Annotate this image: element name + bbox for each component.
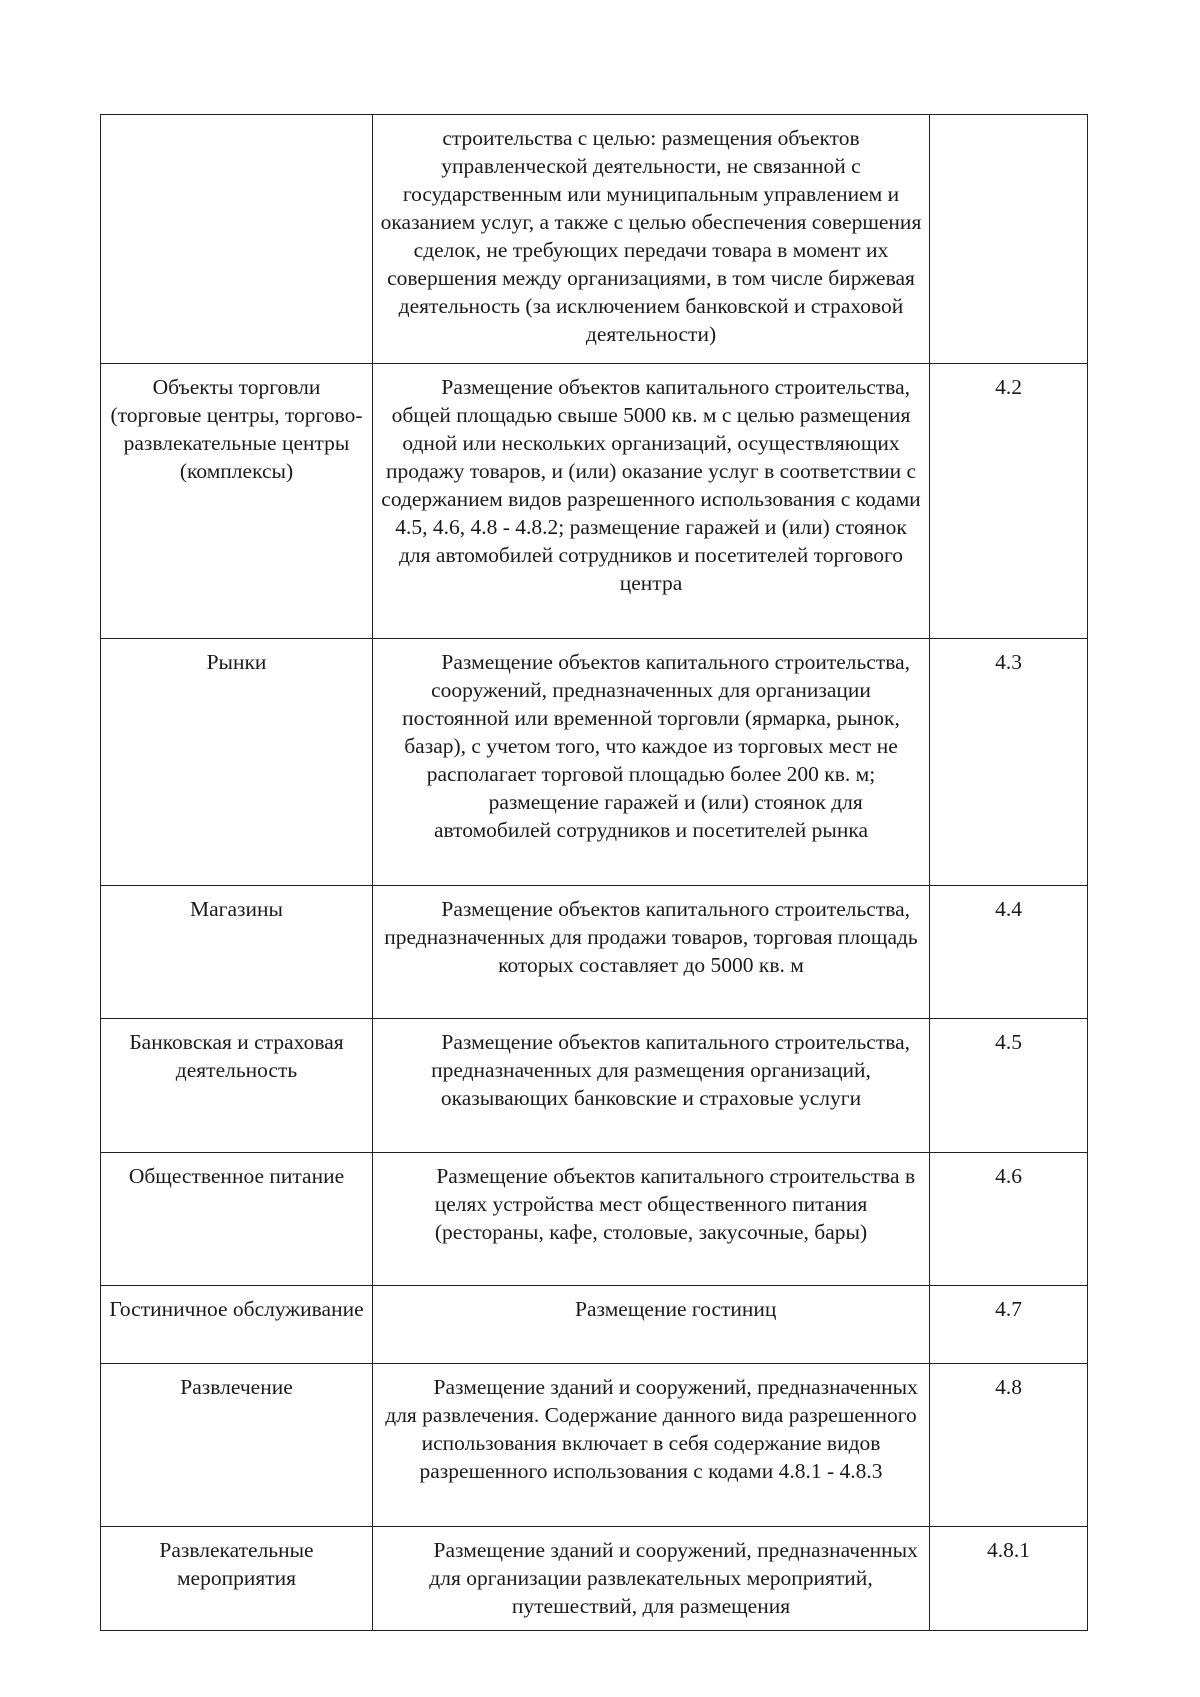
use-description-cell [373,364,930,639]
use-description-cell [373,1527,930,1631]
table-row [101,1286,1088,1364]
use-description-cell [373,1286,930,1364]
use-code-cell: 4.4 [930,886,1088,1019]
description-paragraph: Размещение объектов капитального строительства в целях устройства мест общественного питания (рестораны, кафе, столовые, закусочные, бары) [434,1164,916,1244]
use-code-cell: 4.3 [930,639,1088,886]
table-row [101,639,1088,886]
use-description-cell [373,115,930,364]
description-paragraph: Размещение объектов капитального строительства, сооружений, предназначенных для организации постоянной или временной торговли (ярмарка, рынок, базар), с учетом того, что каждое из торговых мест не располагает торговой площадью более 200 кв. м; [402,650,911,786]
use-code-cell: 4.8 [930,1364,1088,1527]
use-name-cell: Объекты торговли (торговые центры, торгово-развлекательные центры (комплексы) [101,364,373,639]
description-paragraph: строительства с целью: размещения объектов управленческой деятельности, не связанной с государственным или муниципальным управлением и оказанием услуг, а также с целью обеспечения совершения сделок, не требующих передачи товара в момент их совершения между организациями, в том числе биржевая деятельность (за исключением банковской и страховой деятельности) [380,126,922,346]
use-name-cell: Рынки [101,639,373,886]
use-name-cell: Развлечение [101,1364,373,1527]
use-code-cell: 4.2 [930,364,1088,639]
description-paragraph: Размещение гостиниц [575,1297,777,1321]
use-description-cell [373,886,930,1019]
description-paragraph: Размещение объектов капитального строительства, предназначенных для размещения организаций, оказывающих банковские и страховые услуги [431,1030,911,1110]
use-code-cell [930,115,1088,364]
use-description-cell [373,639,930,886]
description-paragraph: размещение гаражей и (или) стоянок для автомобилей сотрудников и посетителей рынка [433,790,869,842]
use-code-cell: 4.5 [930,1019,1088,1153]
description-paragraph: Размещение объектов капитального строительства, общей площадью свыше 5000 кв. м с целью размещения одной или нескольких организаций, осуществляющих продажу товаров, и (или) оказание услуг в соответствии с содержанием видов разрешенного использования с кодами 4.5, 4.6, 4.8 - 4.8.2; размещение гаражей и (или) стоянок для автомобилей сотрудников и посетителей торгового центра [381,375,921,595]
use-description-cell [373,1153,930,1286]
table-row [101,364,1088,639]
use-code-cell: 4.6 [930,1153,1088,1286]
use-name-cell: Развлекательные мероприятия [101,1527,373,1631]
use-name-cell: Магазины [101,886,373,1019]
description-paragraph: Размещение объектов капитального строительства, предназначенных для продажи товаров, торговая площадь которых составляет до 5000 кв. м [384,897,918,977]
description-paragraph: Размещение зданий и сооружений, предназначенных для организации развлекательных мероприятий, путешествий, для размещения [429,1538,918,1618]
description-paragraph: Размещение зданий и сооружений, предназначенных для развлечения. Содержание данного вида разрешенного использования включает в себя содержание видов разрешенного использования с кодами 4.8.1 - 4.8.3 [385,1375,918,1483]
table-row [101,1019,1088,1153]
use-description-cell [373,1364,930,1527]
use-name-cell: Гостиничное обслуживание [101,1286,373,1364]
table-row [101,115,1088,364]
use-code-cell: 4.8.1 [930,1527,1088,1631]
table-row [101,1153,1088,1286]
use-code-cell: 4.7 [930,1286,1088,1364]
table-row [101,1364,1088,1527]
land-use-table [100,114,1088,1631]
use-description-cell [373,1019,930,1153]
use-name-cell: Общественное питание [101,1153,373,1286]
use-name-cell: Банковская и страховая деятельность [101,1019,373,1153]
table-row [101,1527,1088,1631]
use-name-cell [101,115,373,364]
table-row [101,886,1088,1019]
